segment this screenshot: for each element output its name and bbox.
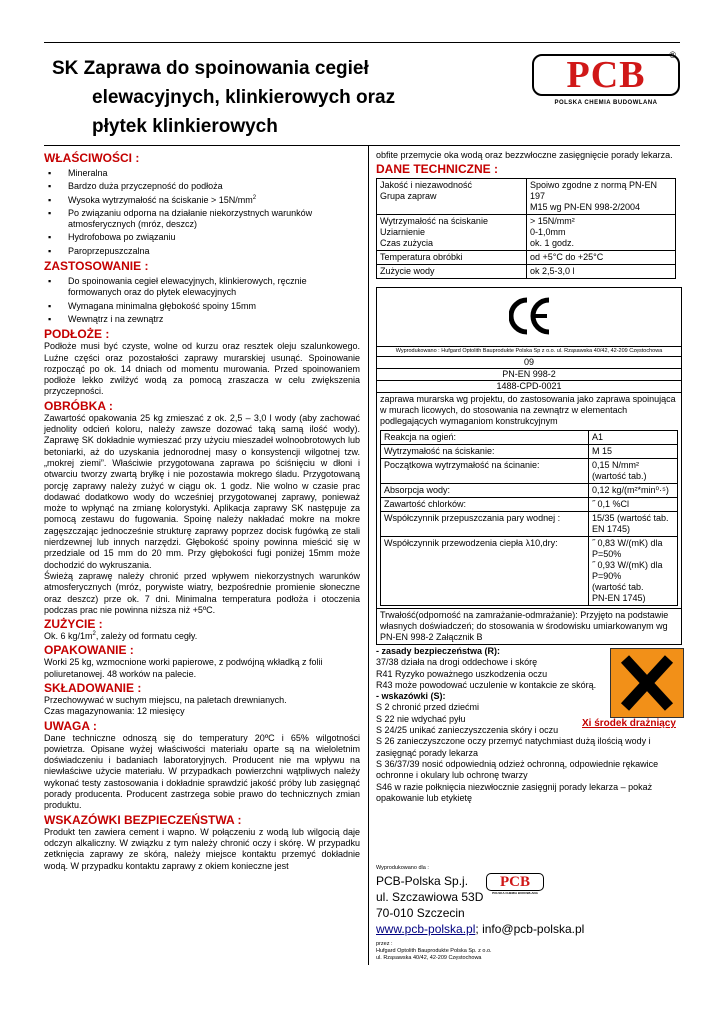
- table-cell-value: Spoiwo zgodne z normą PN-EN 197 M15 wg PN-EN 998-2/2004: [527, 179, 676, 215]
- company-street: ul. Szczawiowa 53D: [376, 890, 484, 904]
- list-item: ▪ Bardzo duża przyczepność do podłoża: [44, 181, 360, 192]
- manufacturer-name: Hufgard Optolith Bauprodukte Polska Sp. z o.o.: [376, 948, 492, 954]
- section-heading-wlasciwosci: WŁAŚCIWOŚCI :: [44, 151, 140, 165]
- technical-data-table: [376, 178, 676, 279]
- link-separator: ;: [475, 922, 479, 936]
- title-line-1: SK Zaprawa do spoinowania cegieł: [52, 58, 369, 79]
- ce-description: zaprawa murarska wg projektu, do zastosowania jako zaprawa spoinująca w murach licowych, do stosowania na zewnątrz w elementach podlegających wymaganiom konstrukcyjnym: [377, 392, 681, 430]
- s-phrase: S46 w razie połknięcia niezwłocznie zasięgnij porady lekarza – pokaż opakowanie lub etykietę: [376, 781, 653, 803]
- table-row: [381, 537, 678, 606]
- zuzycie-text-a: Ok. 6 kg/1m: [44, 631, 93, 642]
- table-cell-value: 0,15 N/mm² (wartość tab.): [589, 459, 678, 484]
- right-column: [376, 150, 682, 645]
- company-city: 70-010 Szczecin: [376, 906, 465, 920]
- section-heading-uwaga: UWAGA :: [44, 718, 97, 733]
- left-column: [44, 150, 360, 872]
- table-cell-label: Zużycie wody: [377, 265, 527, 279]
- company-links: [376, 921, 682, 937]
- obrobka-text-2: Świeżą zaprawę należy chronić przed wpływem niekorzystnych warunków atmosferycznych (mróz, porywiste wiatry, bezpośrednie promienie słoneczne oraz deszcz) prze ok. 7 dni. Minimalna temperatura podłoża i otoczenia podczas prac nie powinna niższa niż +5ºC.: [44, 570, 360, 615]
- section-heading-podloze: PODŁOŻE :: [44, 327, 110, 342]
- superscript: 2: [92, 631, 96, 638]
- ce-cpd-number: 1488-CPD-0021: [377, 380, 681, 392]
- list-item: ▪ Hydrofobowa po związaniu: [44, 232, 360, 243]
- ce-year: 09: [377, 356, 681, 368]
- section-heading-zuzycie: ZUŻYCIE :: [44, 617, 103, 632]
- header-rule: [44, 145, 680, 146]
- table-row: [381, 498, 678, 512]
- section-heading-wskazowki: WSKAZÓWKI BEZPIECZEŃSTWA :: [44, 812, 242, 827]
- table-cell-label: Wytrzymałość na ściskanie:: [381, 445, 589, 459]
- contact-block: [376, 865, 682, 962]
- table-cell-value: ok 2,5-3,0 l: [527, 265, 676, 279]
- table-cell-value: 0,12 kg/(m²*min⁰·⁵): [589, 484, 678, 498]
- r-phrases-heading: - zasady bezpieczeństwa (R):: [376, 646, 501, 656]
- s-phrase: S 26 zanieczyszczone oczy przemyć natychmiast dużą ilością wody i zasięgnąć porady lekarza: [376, 736, 651, 758]
- logo-registered-mark: ®: [669, 50, 676, 60]
- list-item: ▪ Mineralna: [44, 168, 360, 179]
- table-cell-value: > 15N/mm² 0-1,0mm ok. 1 godz.: [527, 215, 676, 251]
- s-phrase: S 36/37/39 nosić odpowiednią odzież ochronną, odpowiednie rękawice ochronne i okulary lub ochronę twarzy: [376, 758, 659, 781]
- s-phrases-heading: - wskazówki (S):: [376, 691, 446, 702]
- obrobka-text-1: Zawartość opakowania 25 kg zmieszać z ok. 2,5 – 3,0 l wody (aby zachować jednolity odcień koloru, należy zawsze dozować taką samą ilość wody). Zaprawę SK dokładnie wymieszać przy użyciu mieszadeł wolnoobrotowych lub betoniarki, aż do uzyskania jednorodnej masy o konsystencji wilgotnej tzw. „mokrej ziemi”. Właściwie przygotowana zaprawa po ściśnięciu w dłoni i otwarciu tworzy zwartą bryłkę i nie pozostawia mokrego śladu. Przygotowaną porcję zaprawy należy zużyć w ciągu ok. 1 godz. Nie wolno w czasie prac dodawać dodatkowo wody do wcześniej przygotowanej zaprawy, ponieważ może to wpłynąć na zmianę kolorystyki. Aplikacja zaprawy SK następuje za pomocą zestawu do fugowania. Spoinę należy nakładać mokre na mokre zagęszczając jednocześnie strukturę zaprawy poprzez docisk fugówką ze stali nierdzewnej lub innych narzędzi. Głębokość spoiny powinna mieścić się w przedziale od 15 mm do 20 mm. Przy głębokości fugi poniżej 15mm może dochodzić do wykruszania.: [44, 412, 360, 570]
- table-cell-value: 15/35 (wartość tab. EN 1745): [589, 512, 678, 537]
- pcb-logo: [532, 52, 682, 108]
- superscript: 2: [252, 194, 257, 201]
- section-heading-skladowanie: SKŁADOWANIE :: [44, 680, 142, 695]
- table-cell-label: Współczynnik przepuszczania pary wodnej :: [381, 512, 589, 537]
- table-cell-label: Jakość i niezawodność Grupa zapraw: [377, 179, 527, 215]
- wlasciwosci-list: [44, 168, 360, 257]
- uwaga-text: Dane techniczne odnoszą się do temperatury 20ºC i 65% wilgotności powietrza. Opisane wyżej właściwości materiału oparte są na wieloletnim doświadczeniu i badaniach laboratoryjnych. Producent nie ma wpływu na niewłaściwe użycie materiału. W przypadkach powierzchni wątpliwych należy wykonać testy zastosowania i dokładnie sprawdzić jakość próby lub zasięgnąć porady producenta. Producent zastrzega sobie prawo do technicznych zmian produktu.: [44, 732, 360, 811]
- table-cell-value: od +5°C do +25°C: [527, 251, 676, 265]
- section-heading-opakowanie: OPAKOWANIE :: [44, 643, 134, 658]
- title-line-3: płytek klinkierowych: [92, 116, 278, 137]
- list-item-text: Wysoka wytrzymałość na ściskanie > 15N/mm: [68, 194, 253, 205]
- column-divider: [368, 145, 369, 965]
- hazard-label: Xi środek drażniący: [582, 718, 676, 729]
- logo-subtitle: POLSKA CHEMIA BUDOWLANA: [554, 100, 658, 106]
- s-phrase: S 22 nie wdychać pyłu: [376, 713, 466, 724]
- manufacturer-label: przez :: [376, 941, 393, 947]
- x-cross-icon: [611, 649, 683, 717]
- r-phrase: R41 Ryzyko poważnego uszkodzenia oczu: [376, 668, 548, 679]
- irritant-hazard-icon: [610, 648, 684, 718]
- zuzycie-text: [44, 631, 360, 642]
- wskazowki-text: Produkt ten zawiera cement i wapno. W połączeniu z wodą lub wilgocią daje odczyn alkaliczny. W związku z tym należy chronić oczy i skórę. W przypadku zetknięcia zaprawy ze skórą, należy miejsce kontaktu przemyć dokładnie wodą. W przypadku kontaktu zaprawy z okiem konieczne jest: [44, 826, 360, 871]
- table-cell-label: Absorpcja wody:: [381, 484, 589, 498]
- r-phrase: R43 może powodować uczulenie w kontakcie ze skórą.: [376, 679, 597, 690]
- table-row: [381, 484, 678, 498]
- company-name: PCB-Polska Sp.j.: [376, 874, 469, 888]
- opakowanie-text: Worki 25 kg, wzmocnione worki papierowe, z podwójną wkładką z folii poliuretanowej. 48 worków na palecie.: [44, 657, 323, 679]
- r-phrase: 37/38 działa na drogi oddechowe i skórę: [376, 657, 538, 668]
- table-cell-label: Początkowa wytrzymałość na ścinanie:: [381, 459, 589, 484]
- table-row: [377, 265, 676, 279]
- list-item: [44, 195, 360, 206]
- table-cell-value: ˝ 0,83 W/(mK) dla P=50% ˝ 0,93 W/(mK) dla P=90% (wartość tab. PN-EN 1745): [589, 537, 678, 606]
- s-phrase: S 2 chronić przed dziećmi: [376, 702, 480, 713]
- list-item: ▪ Wewnątrz i na zewnątrz: [44, 314, 360, 325]
- section-heading-dane-techniczne: DANE TECHNICZNE :: [376, 162, 498, 177]
- ce-manufacturer: Wyprodukowano : Hufgard Optolith Bauprodukte Polska Sp z o.o. ul. Rząsawska 40/42, 42-209 Częstochowa: [377, 346, 681, 356]
- pcb-small-logo: [486, 873, 546, 895]
- made-for-label: Wyprodukowano dla :: [376, 865, 429, 871]
- table-cell-label: Współczynnik przewodzenia ciepła λ10,dry:: [381, 537, 589, 606]
- section-heading-zastosowanie: ZASTOSOWANIE :: [44, 259, 149, 274]
- s-phrase: S 24/25 unikać zanieczyszczenia skóry i oczu: [376, 725, 559, 736]
- podloze-text: Podłoże musi być czyste, wolne od kurzu oraz resztek oleju szalunkowego. Luźne części oraz pozostałości zaprawy murarskiej usunąć. Spoinowanie rozpocząć po ok. 14 dniach od momentu murowania. Przed spoinowaniem podłoże lekko zwilżyć wodą za pomocą zraszacza w celu zwiększenia przyczepności.: [44, 341, 360, 397]
- table-row: [377, 179, 676, 215]
- table-cell-value: ˝ 0,1 %Cl: [589, 498, 678, 512]
- title-line-2: elewacyjnych, klinkierowych oraz: [92, 87, 396, 108]
- section-heading-obrobka: OBRÓBKA :: [44, 398, 113, 413]
- list-item: ▪ Wymagana minimalna głębokość spoiny 15mm: [44, 301, 360, 312]
- table-row: [377, 251, 676, 265]
- ce-norm: PN-EN 998-2: [377, 368, 681, 380]
- table-cell-value: A1: [589, 431, 678, 445]
- zastosowanie-list: [44, 276, 360, 325]
- email-link[interactable]: info@pcb-polska.pl: [482, 922, 585, 936]
- manufacturer-address: ul. Rząsawska 40/42, 42-209 Częstochowa: [376, 955, 482, 961]
- logo-text: PCB: [500, 874, 530, 890]
- logo-subtitle: POLSKA CHEMIA BUDOWLANA: [492, 891, 538, 895]
- table-row: [381, 445, 678, 459]
- ce-durability-note: Trwałość(odporność na zamrażanie-odmrażanie): Przyjęto na podstawie własnych doświadczeń; do stosowania w środowisku umiarkowanym wg PN-EN 998-2 Załącznik B: [377, 608, 681, 644]
- ce-mark-icon: [509, 296, 551, 336]
- table-cell-value: M 15: [589, 445, 678, 459]
- website-link[interactable]: www.pcb-polska.pl: [376, 922, 476, 936]
- skladowanie-text-1: Przechowywać w suchym miejscu, na paletach drewnianych.: [44, 694, 287, 705]
- table-cell-label: Temperatura obróbki: [377, 251, 527, 265]
- ce-properties-table: [380, 430, 678, 606]
- wskazowki-continued: obfite przemycie oka wodą oraz bezzwłoczne zasięgnięcie porady lekarza.: [376, 150, 673, 160]
- list-item: ▪ Po związaniu odporna na działanie niekorzystnych warunków atmosferycznych (mróz, deszcz): [44, 208, 360, 231]
- page-title: [52, 54, 472, 141]
- top-rule: [44, 42, 680, 43]
- ce-symbol: [377, 288, 681, 346]
- table-row: [381, 459, 678, 484]
- table-cell-label: Reakcja na ogień:: [381, 431, 589, 445]
- ce-marking-box: [376, 287, 682, 645]
- table-cell-label: Zawartość chlorków:: [381, 498, 589, 512]
- list-item: ▪ Do spoinowania cegieł elewacyjnych, klinkierowych, ręcznie formowanych oraz do płytek elewacyjnych: [44, 276, 360, 299]
- table-row: [381, 512, 678, 537]
- table-row: [377, 215, 676, 251]
- logo-text: PCB: [566, 54, 646, 96]
- zuzycie-text-b: , zależy od formatu cegły.: [95, 631, 198, 642]
- table-cell-label: Wytrzymałość na ściskanie Uziarnienie Czas zużycia: [377, 215, 527, 251]
- skladowanie-text-2: Czas magazynowania: 12 miesięcy: [44, 706, 185, 717]
- table-row: [381, 431, 678, 445]
- list-item: ▪ Paroprzepuszczalna: [44, 246, 360, 257]
- ce-props-wrap: [377, 430, 681, 608]
